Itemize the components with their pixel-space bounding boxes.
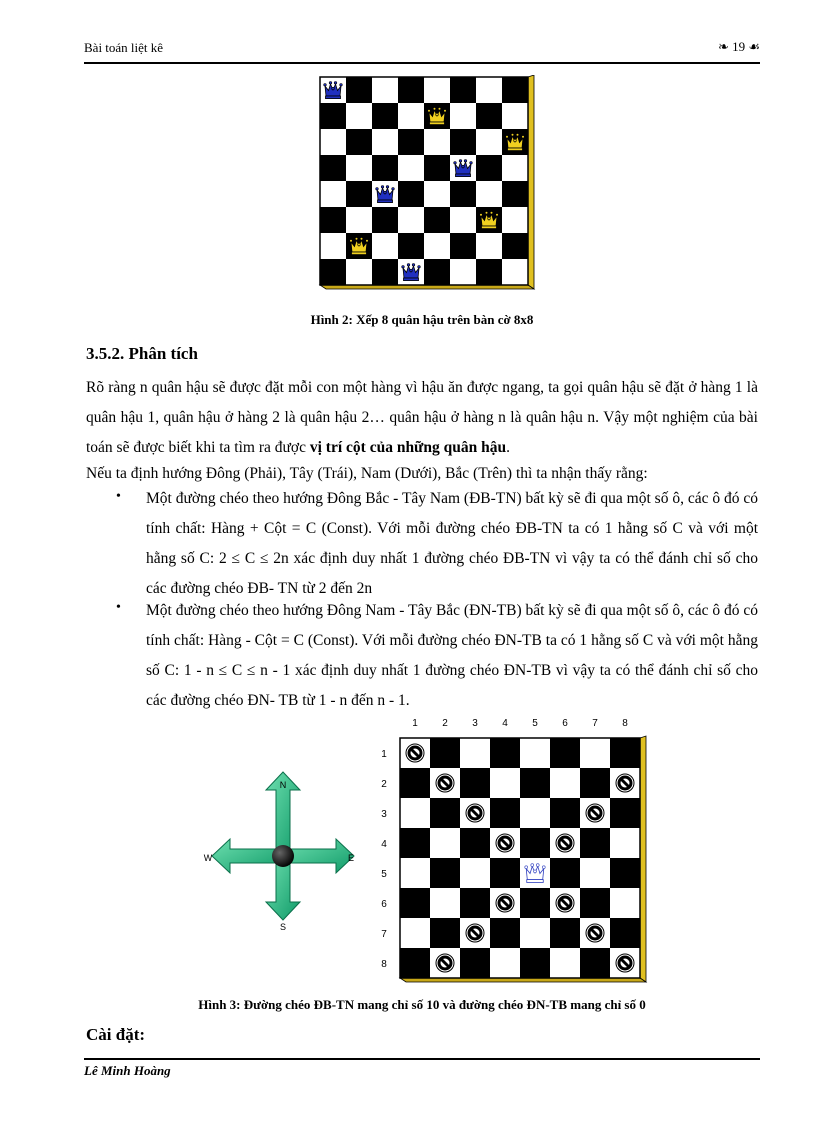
board-square [400,858,430,888]
board-square [550,738,580,768]
blocked-icon [586,804,604,822]
paragraph-1-end: . [506,439,510,456]
board-square [502,155,528,181]
board-square [320,155,346,181]
board-square [476,77,502,103]
board-square [372,207,398,233]
board-square [320,181,346,207]
board-square [430,888,460,918]
column-label: 1 [412,718,418,729]
figure-2-caption: Hình 2: Xếp 8 quân hậu trên bàn cờ 8x8 [310,312,534,327]
board-square [580,888,610,918]
board-square [520,918,550,948]
column-label: 8 [622,718,628,729]
board-square [502,181,528,207]
board-square [398,77,424,103]
board-square [346,259,372,285]
board-square [610,828,640,858]
board-square [490,918,520,948]
board-square [460,948,490,978]
board-square [520,768,550,798]
board-square [320,129,346,155]
footer-author: Lê Minh Hoàng [84,1063,171,1078]
board-square [346,129,372,155]
blocked-icon [466,924,484,942]
row-label: 2 [381,779,387,790]
row-label: 4 [381,839,387,850]
row-label: 6 [381,899,387,910]
board-square [460,738,490,768]
blocked-icon [556,834,574,852]
board-square [346,181,372,207]
board-square [400,828,430,858]
paragraph-1-bold: vị trí cột của những quân hậu [309,439,507,456]
compass-e-label: E [347,853,355,863]
board-square [398,181,424,207]
board-square [520,828,550,858]
board-edge-right [528,75,534,289]
board-square [424,155,450,181]
board-edge-right [640,736,646,982]
board-square [450,181,476,207]
board-square [580,828,610,858]
page-number: 19 [732,39,746,54]
board-square [490,948,520,978]
header-rule [84,62,760,64]
board-square [398,103,424,129]
board-square [550,768,580,798]
column-label: 7 [592,718,598,729]
figure-3-caption: Hình 3: Đường chéo ĐB-TN mang chỉ số 10 và đường chéo ĐN-TB mang chỉ số 0 [198,997,646,1012]
board-square [372,155,398,181]
board-square [320,207,346,233]
blocked-icon [406,744,424,762]
board-square [502,77,528,103]
column-label: 5 [532,718,538,729]
board-square [320,259,346,285]
board-square [430,918,460,948]
row-label: 7 [381,929,387,940]
board-square [502,207,528,233]
board-square [520,798,550,828]
board-square [320,103,346,129]
row-label: 8 [381,959,387,970]
compass-s-label: S [279,922,287,932]
board-square [580,858,610,888]
board-square [610,888,640,918]
paragraph-1-text: Rõ ràng n quân hậu sẽ được đặt mỗi con một hàng vì hậu ăn được ngang, ta gọi quân hậu sẽ đặt ở hàng 1 là quân hậu 1, quân hậu ở hàng 2 là quân hậu 2… quân hậu ở hàng n là quân hậu n. Vậy một nghiệm của bài toán sẽ được biết khi ta tìm ra được [86,379,758,456]
left-ornament-icon: ❧ [717,39,729,54]
board-square [460,858,490,888]
board-square [430,858,460,888]
board-square [400,918,430,948]
board-square [430,798,460,828]
board-square [424,207,450,233]
board-square [398,155,424,181]
board-square [502,103,528,129]
board-square [424,233,450,259]
board-square [460,768,490,798]
board-square [490,798,520,828]
board-square [450,233,476,259]
board-square [430,828,460,858]
page-header [84,36,760,60]
row-label: 1 [381,749,387,760]
board-square [610,858,640,888]
board-square [398,233,424,259]
board-square [476,103,502,129]
page-number-group [718,39,760,55]
board-square [610,918,640,948]
column-label: 4 [502,718,508,729]
board-square [476,129,502,155]
board-square [476,181,502,207]
bullet-icon: • [116,600,121,615]
blocked-icon [616,774,634,792]
board-square [550,858,580,888]
board-square [450,259,476,285]
board-square [520,948,550,978]
board-square [398,207,424,233]
paragraph-1 [86,373,758,463]
row-label: 3 [381,809,387,820]
board-square [490,768,520,798]
board-square [580,738,610,768]
board-square [346,77,372,103]
board-square [346,155,372,181]
header-title: Bài toán liệt kê [84,40,164,55]
board-square [372,259,398,285]
board-square [372,129,398,155]
board-square [400,798,430,828]
board-square [580,768,610,798]
board-square [520,888,550,918]
board-square [320,233,346,259]
board-square [450,207,476,233]
row-label: 5 [381,869,387,880]
subheading-cai-dat: Cài đặt: [86,1025,146,1044]
board-square [372,77,398,103]
column-label: 3 [472,718,478,729]
board-square [610,738,640,768]
board-square [346,103,372,129]
blocked-icon [436,774,454,792]
board-square [502,259,528,285]
board-square [580,948,610,978]
blocked-icon [616,954,634,972]
board-square [400,768,430,798]
compass-icon [196,770,366,940]
board-square [400,948,430,978]
right-ornament-icon: ☙ [748,39,760,54]
blocked-icon [586,924,604,942]
board-square [346,207,372,233]
chessboard-figure-2 [318,75,540,293]
board-square [424,259,450,285]
section-heading: 3.5.2. Phân tích [86,344,198,363]
blocked-icon [556,894,574,912]
board-square [520,738,550,768]
board-square [490,738,520,768]
blocked-icon [496,894,514,912]
board-square [610,798,640,828]
board-square [372,233,398,259]
board-square [450,77,476,103]
compass-center [272,845,294,867]
compass-n-label: N [279,780,287,790]
board-square [398,129,424,155]
board-square [450,103,476,129]
board-square [430,738,460,768]
board-square [550,798,580,828]
board-square [372,103,398,129]
blocked-icon [436,954,454,972]
board-square [550,918,580,948]
board-square [476,233,502,259]
paragraph-2: Nếu ta định hướng Đông (Phải), Tây (Trái), Nam (Dưới), Bắc (Trên) thì ta nhận thấy rằng: [86,465,648,482]
board-square [490,858,520,888]
compass-w-label: W [203,853,213,863]
footer-rule [84,1058,760,1060]
board-square [460,828,490,858]
board-square [424,181,450,207]
column-label: 6 [562,718,568,729]
column-label: 2 [442,718,448,729]
bullet-icon: • [116,489,121,504]
board-square [502,233,528,259]
board-square [476,259,502,285]
board-square [476,155,502,181]
board-square [400,888,430,918]
chessboard-figure-3 [362,712,662,984]
board-square [424,77,450,103]
board-square [460,888,490,918]
blocked-icon [496,834,514,852]
board-square [550,948,580,978]
blocked-icon [466,804,484,822]
board-square [450,129,476,155]
board-square [424,129,450,155]
bullet-item-1: Một đường chéo theo hướng Đông Bắc - Tây Nam (ĐB-TN) bất kỳ sẽ đi qua một số ô, các ô đó có tính chất: Hàng + Cột = C (Const). Với mỗi đường chéo ĐB-TN ta có 1 hằng số C và với một hằng số C: 2 ≤ C ≤ 2n xác định duy nhất 1 đường chéo ĐB-TN vì vậy ta có thể đánh chỉ số cho các đường chéo ĐB- TN từ 2 đến 2n [146,490,758,597]
bullet-item-2: Một đường chéo theo hướng Đông Nam - Tây Bắc (ĐN-TB) bất kỳ sẽ đi qua một số ô, các ô đó có tính chất: Hàng - Cột = C (Const). Với mỗi đường chéo ĐN-TB ta có 1 hằng số C và với một hằng số C: 1 - n ≤ C ≤ n - 1 xác định duy nhất 1 đường chéo ĐN-TB vì vậy ta có thể đánh chỉ số cho các đường chéo ĐN- TB từ 1 - n đến n - 1. [146,602,758,709]
